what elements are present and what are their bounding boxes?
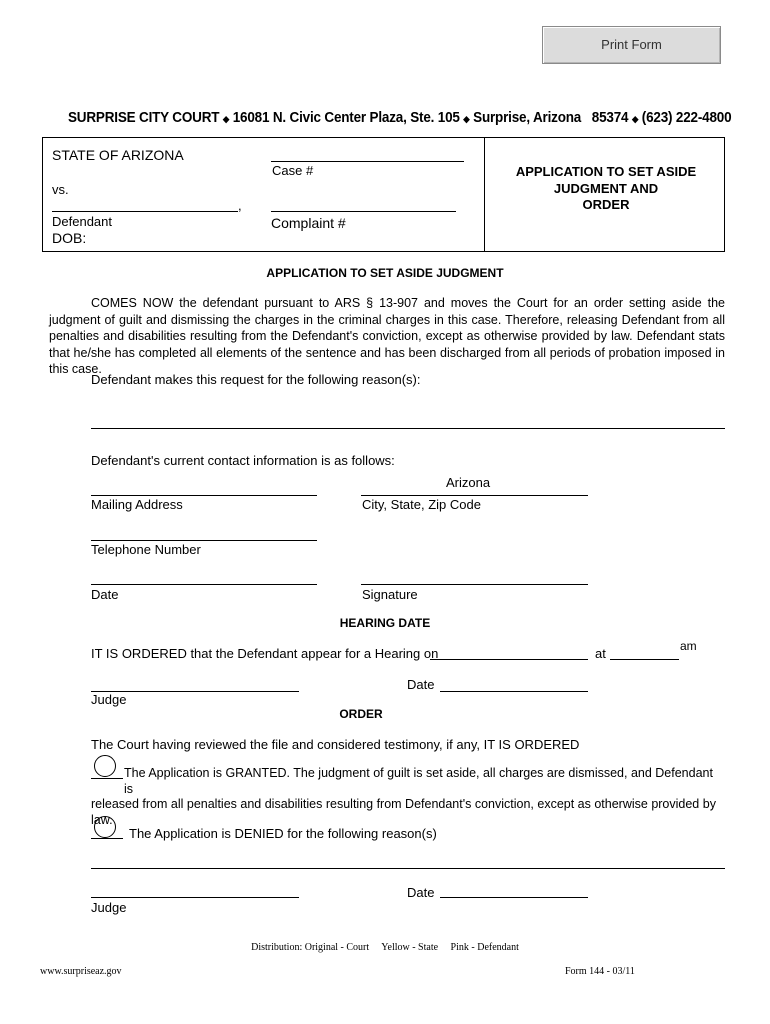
at-label: at xyxy=(595,646,606,661)
complaint-number-label: Complaint # xyxy=(271,215,346,231)
application-body: COMES NOW the defendant pursuant to ARS § 13-907 and moves the Court for an order setting aside the judgment of guilt and dismissing the charges in the criminal charges in this case. Therefore, releasing Defendant from all penalties and disabilities resulting from the Defendant's conviction, except as otherwise provided by law. Defendant stats that he/she has completed all elements of the sentence and has been discharged from all periods of probation imposed in this case. xyxy=(49,296,725,376)
hearing-judge-label: Judge xyxy=(91,692,127,707)
distribution-note: Distribution: Original - Court Yellow - State Pink - Defendant xyxy=(251,942,519,953)
hearing-date-field[interactable] xyxy=(430,659,588,660)
signature-field[interactable] xyxy=(361,584,588,585)
hearing-heading: HEARING DATE xyxy=(339,616,431,630)
print-form-button[interactable]: Print Form xyxy=(542,26,721,64)
mailing-address-field[interactable] xyxy=(91,495,317,496)
court-address: 16081 N. Civic Center Plaza, Ste. 105 xyxy=(232,110,460,126)
website: www.surpriseaz.gov xyxy=(40,966,122,977)
court-phone: (623) 222-4800 xyxy=(641,110,732,126)
case-number-field[interactable] xyxy=(271,161,464,162)
application-heading: APPLICATION TO SET ASIDE JUDGMENT xyxy=(266,266,504,280)
granted-text-line: law. xyxy=(91,812,113,827)
date-label: Date xyxy=(91,587,119,602)
hearing-ordered-text: IT IS ORDERED that the Defendant appear for a Hearing on xyxy=(91,646,439,661)
hearing-time-field[interactable] xyxy=(610,659,679,660)
case-number-label: Case # xyxy=(272,163,314,178)
denied-checkbox[interactable] xyxy=(94,816,116,838)
document-title-line: ORDER xyxy=(582,197,630,212)
diamond-icon: ◆ xyxy=(463,114,470,124)
date-field[interactable] xyxy=(91,584,317,585)
contact-prompt: Defendant's current contact information is as follows: xyxy=(91,453,395,468)
city-state-zip-label: City, State, Zip Code xyxy=(362,497,481,512)
court-city: Surprise, Arizona 85374 xyxy=(473,110,629,126)
diamond-icon: ◆ xyxy=(631,114,639,124)
signature-label: Signature xyxy=(362,587,418,602)
am-label: am xyxy=(680,639,697,653)
diamond-icon: ◆ xyxy=(222,114,230,124)
hearing-date-label: Date xyxy=(407,677,435,692)
reason-field[interactable] xyxy=(91,428,725,429)
complaint-number-field[interactable] xyxy=(271,211,456,212)
order-heading: ORDER xyxy=(339,707,383,721)
denied-check-line xyxy=(91,838,123,839)
city-state-zip-field[interactable] xyxy=(361,495,588,496)
mailing-address-label: Mailing Address xyxy=(91,497,183,512)
granted-text-line: released from all penalties and disabilities resulting from Defendant's conviction, except as otherwise provided by xyxy=(91,797,716,811)
state-value: Arizona xyxy=(446,475,491,490)
vs-label: vs. xyxy=(52,182,69,197)
order-judge-label: Judge xyxy=(91,900,127,915)
dob-label: DOB: xyxy=(52,230,87,246)
document-title-line: JUDGMENT AND xyxy=(553,180,659,196)
hearing-signed-date-field[interactable] xyxy=(440,691,588,692)
court-name: SURPRISE CITY COURT xyxy=(68,110,220,126)
order-judge-field[interactable] xyxy=(91,897,299,898)
granted-text-line: The Application is GRANTED. The judgment of guilt is set aside, all charges are dismissed, and Defendant is xyxy=(124,766,713,796)
telephone-label: Telephone Number xyxy=(91,542,201,557)
reason-prompt: Defendant makes this request for the following reason(s): xyxy=(91,372,421,387)
document-title-line: APPLICATION TO SET ASIDE xyxy=(515,164,697,179)
defendant-label: Defendant xyxy=(52,214,112,229)
comma-mark: , xyxy=(238,198,242,213)
caption-divider xyxy=(484,137,485,252)
order-intro: The Court having reviewed the file and considered testimony, if any, IT IS ORDERED xyxy=(91,737,580,752)
order-date-label: Date xyxy=(407,885,435,900)
telephone-field[interactable] xyxy=(91,540,317,541)
order-date-field[interactable] xyxy=(440,897,588,898)
denied-text: The Application is DENIED for the following reason(s) xyxy=(129,826,437,841)
granted-text xyxy=(91,766,725,828)
document-title xyxy=(486,164,726,214)
form-number: Form 144 - 03/11 xyxy=(565,966,635,977)
defendant-name-field[interactable] xyxy=(52,211,238,212)
court-header xyxy=(68,110,731,126)
state-label: STATE OF ARIZONA xyxy=(52,147,184,163)
denied-reason-field[interactable] xyxy=(91,868,725,869)
